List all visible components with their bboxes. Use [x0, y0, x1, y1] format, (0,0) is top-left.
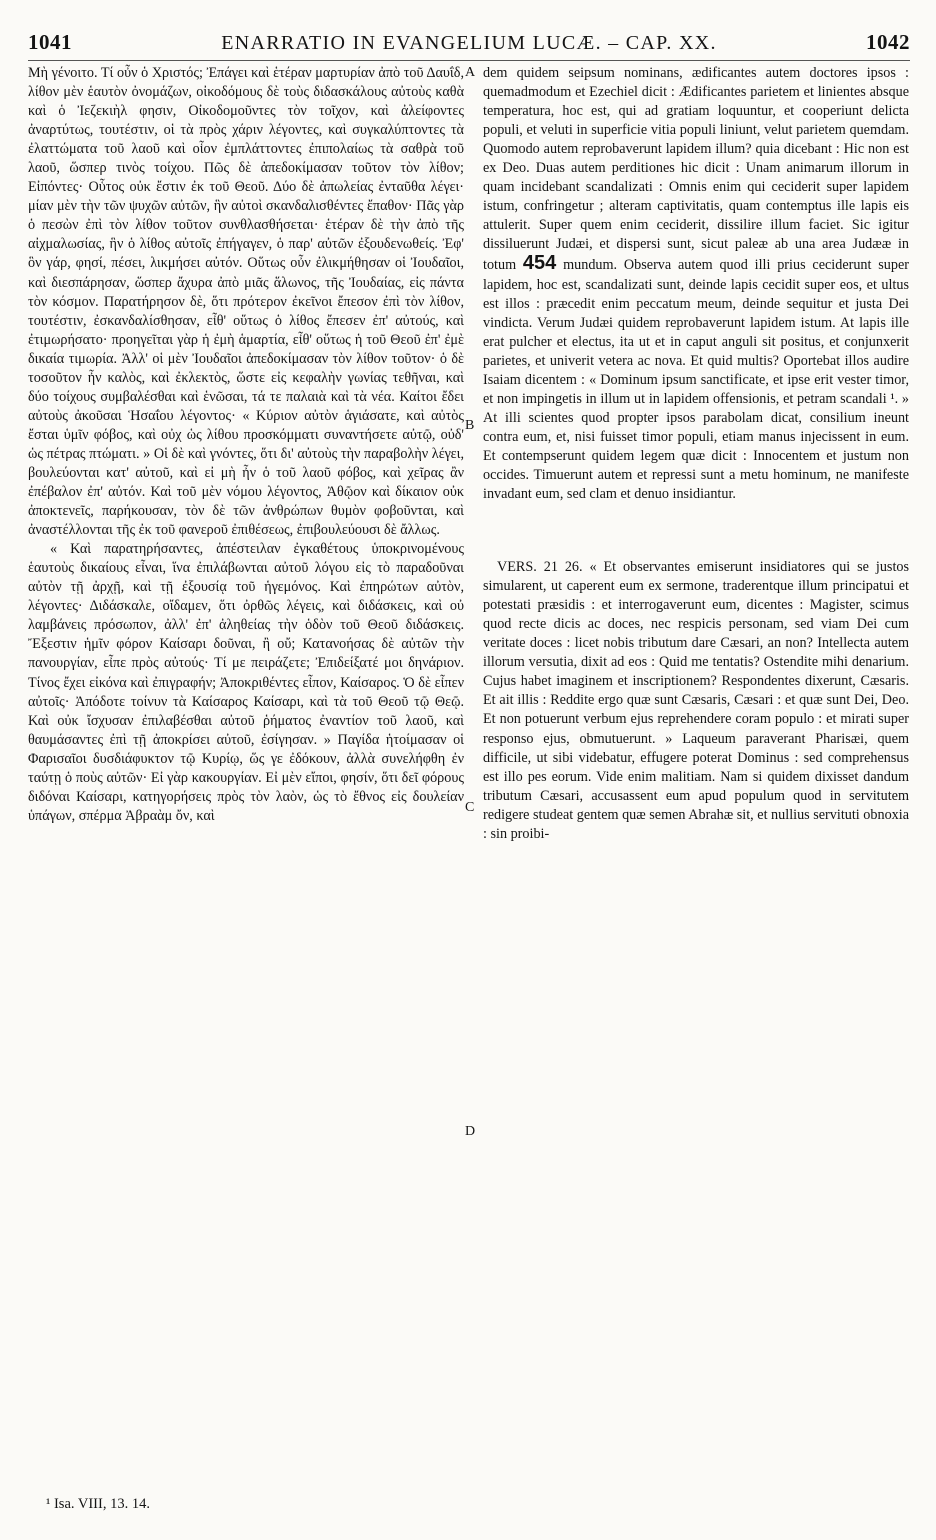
margin-letter-a: A: [465, 65, 476, 80]
paragraph-gap: [483, 504, 909, 558]
left-page-number: 1041: [28, 30, 72, 54]
right-page-number: 1042: [866, 30, 910, 54]
greek-column: [28, 64, 464, 1444]
greek-paragraph-1: Μὴ γένοιτο. Τί οὖν ὁ Χριστός; Ἐπάγει καὶ ἑτέραν μαρτυρίαν ἀπὸ τοῦ Δαυΐδ, λίθον μὲν ἑαυτὸν ὀνομάζων, οἰκοδόμους δὲ τοὺς διδασκάλους αὐτοὺς καθὰ καὶ ὁ Ἰεζεκιὴλ φησιν, Οἰκοδομοῦντες τὸν τοῖχον, καὶ ἀλείφοντες ἀναρτύτως, τουτέστιν, οἱ τὰ πρὸς χάριν λέγοντες, καὶ συγκαλύπτοντες τὰ ἐλαττώματα τοῦ λαοῦ καὶ οἷον ἐμπλάττοντες ἐπιπολαίως τὰ σαθρὰ τοῦ λαοῦ, ὥσπερ τινὸς τοίχου. Πῶς δὲ ἀπεδοκίμασαν τοῦτον τὸν λίθον; Εἰπόντες· Οὗτος οὐκ ἔστιν ἐκ τοῦ Θεοῦ. Δύο δὲ ἀπωλείας ἐνταῦθα λέγει· μίαν μὲν τὴν τῶν ψυχῶν αὐτῶν, ἣν αὐτοὶ σκανδαλισθέντες ἔπαθον· Πᾶς γὰρ ὁ πεσὼν ἐπὶ τὸν λίθον τοῦτον συνθλασθήσεται· ἑτέραν δὲ τὴν ἀπὸ τῆς αἰχμαλωσίας, ἣν ὁ λίθος αὐτοῖς ἐπήγαγεν, ὁ παρ' αὐτῶν ἐξουδενωθείς. Ἐφ' ὃν γάρ, φησί, πέσει, λικμήσει αὐτόν. Οὕτως οὖν ἐλικμήθησαν οἱ Ἰουδαῖοι, καὶ διεσπάρησαν, ὥσπερ ἄχυρα ἀπὸ μιᾶς ἅλωνος, τῆς Ἰουδαίας, εἰς πάντα τὸν κόσμον. Παρατήρησον δὲ, ὅτι πρότερον ἐκεῖνοι ἔπεσον ἐπὶ τὸν λίθον, τουτέστιν, ἐσκανδαλίσθησαν, εἶθ' οὕτως ὁ λίθος ἔπεσεν ἐπ' αὐτούς, καὶ ἐτιμωρήσατο· προηγεῖται γὰρ ἡ ἐμὴ ἁμαρτία, εἶθ' οὕτως ἡ τοῦ Θεοῦ ἐπ' ἐμὲ δικαία τιμωρία. Ἀλλ' οἱ μὲν Ἰουδαῖοι ἀπεδοκίμασαν τὸν λίθον τοῦτον· ὁ δὲ τοσοῦτον ἦν καλὸς, καὶ ἐκλεκτὸς, ὥστε εἰς κεφαλὴν γωνίας τεθῆναι, καὶ δύο τοίχους συμβαλέσθαι καὶ ἑνῶσαι, τά τε παλαιὰ καὶ τὰ νέα. Καίτοι ἔδει αὐτοὺς ἀκοῦσαι Ἡσαΐου λέγοντος· « Κύριον αὐτὸν ἁγιάσατε, καὶ αὐτὸς ἔσται ὑμῖν φόβος, καὶ οὐχ ὡς λίθου προσκόμματι συναντήσετε αὐτῷ, οὐδ' ὡς πέτρας πτώματι. » Οἱ δὲ καὶ γνόντες, ὅτι δι' αὐτοὺς τὴν παραβολὴν λέγει, βουλεύονται κατ' αὐτοῦ, καὶ εἰ μὴ ἦν ὁ τοῦ λαοῦ φόβος, καὶ χεῖρας ἂν ἐπέβαλον ἐπ' αὐτόν. Καὶ τοῦ μὲν νόμου λέγοντος, Ἀθῷον καὶ δίκαιον οὐκ ἀποκτενεῖς, παρήκουσαν, τὸν δὲ τῶν ἀνθρώπων θυμὸν φοβοῦνται, καὶ ἀναστέλλονται τῆς ἐκ τοῦ φανεροῦ ἐπιθέσεως, ἐπιβουλεύουσι δὲ ἄλλως.: [28, 65, 464, 539]
latin-column: [483, 64, 909, 1444]
latin-text-b: mundum. Observa autem quod illi prius ceciderunt super lapidem, hoc est, scandalizati sunt, deinde lapis cecidit super eos, et ultus est illos : præcedit enim peccatum meum, deinde sequitur et justa Dei vindicta. Verum Judæi quidem reprobaverunt lapidem istum. At lapis ille erat pulcher et electus, ita ut et in caput anguli sit positus, et conjunxerit parietes, et univerit vetera ac nova. Et quid multis? Oportebat illos audire Isaiam dicentem : « Dominum ipsum sanctificate, et ipse erit vester timor, et non impingetis in illum ut in lapidem offensionis, et petram scandali ¹. » At illi scientes quod propter ipsos parabolam dicat, consilium ineunt contra eum, et, nisi fuisset timor populi, etiam manus injecissent in eum. Et contempserunt quidem legem quæ dicit : Innocentem et justum non occides. Timuerunt autem et repressi sunt a metu hominum, ne manifeste invadant eum, sed clam et denuo insidiantur.: [483, 257, 909, 503]
margin-letter-b: B: [465, 418, 475, 433]
latin-paragraph-1: [483, 64, 909, 504]
footnote: ¹ Isa. VIII, 13. 14.: [46, 1496, 150, 1512]
latin-text-a: dem quidem seipsum nominans, ædificantes autem doctores ipsos : quemadmodum et Ezechiel dicit : Ædificantes parietem et linientes absque temperatura, hoc est, qui ad gratiam loquuntur, et cooperiunt delicta populi, et veluti in superficie vitia populi liniunt, velut parietem quemdam. Quomodo autem reprobaverunt lapidem illum? quia dicebant : Hic non est ex Deo. Duas autem perditiones hic dicit : Unam animarum illorum in quam incidebant scandalizati : Omnis enim qui ceciderit super lapidem istum, confringetur ; alteram captivitatis, quam contemptus ille lapis eis attulerit. Super quem enim ceciderit, dissilire illum faciet. Sic igitur dissiluerunt Judæi, et dispersi sunt, sicut paleæ ab una area Judææ in totum: [483, 65, 909, 274]
margin-letter-c: C: [465, 800, 475, 815]
page-header: [28, 30, 910, 61]
latin-paragraph-2: VERS. 21 26. « Et observantes emiserunt insidiatores qui se justos simularent, ut caperent eum ex sermone, traderentque illum principatui et potestati præsidis : et interrogaverunt eum, dicentes : Magister, scimus quod recte dicis ac doces, nec respicis personam, sed viam Dei cum veritate doces : licet nobis tributum dare Cæsari, an non? Intellecta autem illorum versutia, dixit ad eos : Quid me tentatis? Ostendite mihi denarium. Cujus habet imaginem et inscriptionem? Respondentes dixerunt, Cæsaris. Et ait illis : Reddite ergo quæ sunt Cæsaris, Cæsari : et quæ sunt Dei, Deo. Et non potuerunt verbum ejus reprehendere coram populo : et mirati super responso ejus, obmutuerunt. » Laqueum paraverant Pharisæi, quem difficile, ut sibi videbatur, effugere poterat Dominus : sed comprehensus est illo pes eorum. Vide enim malitiam. Nam si quidem dixisset dandum tributum Cæsari, accusassent eum apud populum quod in servitutem redigere studeat gentem quæ semen Abrahæ sit, et nullius servituti obnoxia : sin proibi-: [483, 559, 909, 842]
column-number-mark: 454: [522, 252, 557, 275]
running-title: ENARRATIO IN EVANGELIUM LUCÆ. – CAP. XX.: [221, 32, 717, 54]
margin-letter-d: D: [465, 1124, 476, 1139]
greek-paragraph-2: « Καὶ παρατηρήσαντες, ἀπέστειλαν ἐγκαθέτους ὑποκρινομένους ἑαυτοὺς δικαίους εἶναι, ἵνα ἐπιλάβωνται αὐτοῦ λόγου εἰς τὸ παραδοῦναι αὐτὸν τῇ ἀρχῇ, καὶ τῇ ἐξουσίᾳ τοῦ ἡγεμόνος. Καὶ ἐπηρώτων αὐτὸν, λέγοντες· Διδάσκαλε, οἴδαμεν, ὅτι ὀρθῶς λέγεις, καὶ διδάσκεις, καὶ οὐ λαμβάνεις πρόσωπον, ἀλλ' ἐπ' ἀληθείας τὴν ὁδὸν τοῦ Θεοῦ διδάσκεις. Ἔξεστιν ἡμῖν φόρον Καίσαρι δοῦναι, ἢ οὔ; Κατανοήσας δὲ αὐτῶν τὴν πανουργίαν, εἶπε πρὸς αὐτούς· Τί με πειράζετε; Ἐπιδείξατέ μοι δηνάριον. Τίνος ἔχει εἰκόνα καὶ ἐπιγραφήν; Ἀποκριθέντες εἶπον, Καίσαρος. Ὁ δὲ εἶπεν αὐτοῖς· Ἀπόδοτε τοίνυν τὰ Καίσαρος Καίσαρι, καὶ τὰ τοῦ Θεοῦ τῷ Θεῷ. Καὶ οὐκ ἴσχυσαν ἐπιλαβέσθαι αὐτοῦ ῥήματος ἐναντίον τοῦ λαοῦ, καὶ θαυμάσαντες ἐπὶ τῇ ἀποκρίσει αὐτοῦ, ἐσίγησαν. » Παγίδα ἡτοίμασαν οἱ Φαρισαῖοι δυσδιάφυκτον τῷ Κυρίῳ, ὥς γε ἐδόκουν, ἀλλὰ συνελήφθη ἐν ταύτῃ ὁ ποὺς αὐτῶν· Εἰ γὰρ κακουργίαν. Εἰ μὲν εἴποι, φησίν, ὅτι δεῖ φόρους διδόναι Καίσαρι, κατηγορήσεις πρὸς τὸν λαὸν, ὡς τὸ ἔθνος εἰς δουλείαν ὑπάγων, σπέρμα Ἀβραὰμ ὄν, καὶ: [28, 541, 464, 824]
